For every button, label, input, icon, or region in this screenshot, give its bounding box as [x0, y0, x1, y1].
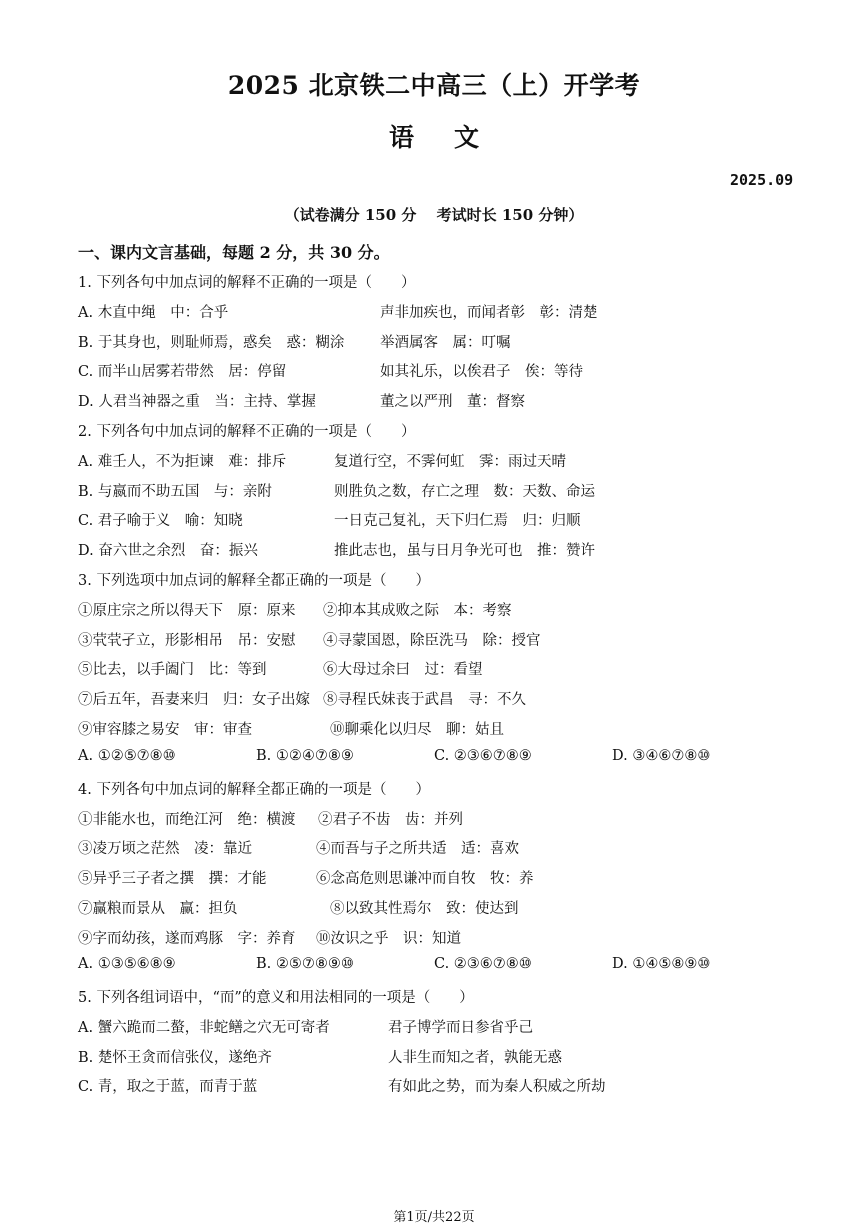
question-line: ⑥大母过余曰 过：看望: [323, 662, 483, 678]
question-stem: 1. 下列各句中加点词的解释不正确的一项是（ ）: [78, 275, 416, 291]
question-line: A. 蟹六跪而二螯，非蛇鳝之穴无可寄者: [78, 1020, 330, 1036]
answer-option-a: A. ①③⑤⑥⑧⑨: [78, 956, 176, 972]
question-line: 人非生而知之者，孰能无惑: [388, 1050, 562, 1066]
question-line: A. 木直中绳 中：合乎: [78, 305, 229, 321]
question-line: ④而吾与子之所共适 适：喜欢: [316, 841, 519, 857]
question-line: 声非加疾也，而闻者彰 彰：清楚: [380, 305, 598, 321]
question-line: 推此志也，虽与日月争光可也 推：赞许: [334, 543, 595, 559]
exam-title: 2025 北京铁二中高三（上）开学考: [227, 71, 641, 100]
answer-option-b: B. ②⑤⑦⑧⑨⑩: [256, 956, 354, 972]
question-line: B. 于其身也，则耻师焉，惑矣 惑：糊涂: [78, 335, 345, 351]
question-line: D. 奋六世之余烈 奋：振兴: [78, 543, 258, 559]
question-line: C. 君子喻于义 喻：知晓: [78, 513, 243, 529]
question-line: ⑨字而幼孩，遂而鸡豚 字：养育: [78, 931, 296, 947]
question-line: ⑦后五年，吾妻来归 归：女子出嫁: [78, 692, 310, 708]
answer-option-d: D. ①④⑤⑧⑨⑩: [612, 956, 711, 972]
question-line: 一日克己复礼，天下归仁焉 归：归顺: [334, 513, 581, 529]
question-line: 君子博学而日参省乎己: [388, 1020, 533, 1036]
question-line: ⑧以致其性焉尔 致：使达到: [330, 901, 519, 917]
question-line: 董之以严刑 董：督察: [380, 394, 525, 410]
question-line: ③茕茕孑立，形影相吊 吊：安慰: [78, 633, 296, 649]
answer-option-c: C. ②③⑥⑦⑧⑨: [434, 748, 532, 764]
question-line: 举酒属客 属：叮嘱: [380, 335, 511, 351]
exam-info: （试卷满分 150 分 考试时长 150 分钟）: [284, 206, 584, 224]
answer-option-d: D. ③④⑥⑦⑧⑩: [612, 748, 711, 764]
question-line: ①非能水也，而绝江河 绝：横渡: [78, 812, 296, 828]
question-line: A. 难壬人，不为拒谏 难：排斥: [78, 454, 287, 470]
question-line: 有如此之势，而为秦人积威之所劫: [388, 1079, 606, 1095]
question-line: C. 而半山居雾若带然 居：停留: [78, 364, 287, 380]
question-line: 则胜负之数，存亡之理 数：天数、命运: [334, 484, 595, 500]
question-line: ②君子不齿 齿：并列: [318, 812, 463, 828]
answer-option-c: C. ②③⑥⑦⑧⑩: [434, 956, 532, 972]
question-stem: 3. 下列选项中加点词的解释全都正确的一项是（ ）: [78, 573, 430, 589]
answer-option-b: B. ①②④⑦⑧⑨: [256, 748, 354, 764]
question-line: ⑩聊乘化以归尽 聊：姑且: [330, 722, 504, 738]
question-line: B. 楚怀王贪而信张仪，遂绝齐: [78, 1050, 272, 1066]
question-line: ③凌万顷之茫然 凌：靠近: [78, 841, 252, 857]
question-line: ⑨审容膝之易安 审：审查: [78, 722, 252, 738]
question-line: ②抑本其成败之际 本：考察: [323, 603, 512, 619]
exam-subject: 语文: [388, 123, 519, 152]
question-line: 如其礼乐，以俟君子 俟：等待: [380, 364, 583, 380]
question-line: C. 青，取之于蓝，而青于蓝: [78, 1079, 258, 1095]
page-number: 第1页/共22页: [393, 1210, 475, 1225]
question-line: ⑩汝识之乎 识：知道: [316, 931, 461, 947]
question-line: ④寻蒙国恩，除臣洗马 除：授官: [323, 633, 541, 649]
question-line: ⑤异乎三子者之撰 撰：才能: [78, 871, 267, 887]
question-line: ⑤比去，以手阖门 比：等到: [78, 662, 267, 678]
question-line: ⑧寻程氏妹丧于武昌 寻：不久: [323, 692, 526, 708]
question-stem: 4. 下列各句中加点词的解释全都正确的一项是（ ）: [78, 782, 430, 798]
question-stem: 5. 下列各组词语中，“而”的意义和用法相同的一项是（ ）: [78, 990, 474, 1006]
section-title: 一、课内文言基础，每题 2 分，共 30 分。: [78, 243, 390, 262]
question-line: ⑥念高危则思谦冲而自牧 牧：养: [316, 871, 534, 887]
question-line: 复道行空，不霁何虹 霁：雨过天晴: [334, 454, 566, 470]
question-line: D. 人君当神器之重 当：主持、掌握: [78, 394, 316, 410]
exam-date: 2025.09: [730, 171, 794, 189]
question-line: B. 与嬴而不助五国 与：亲附: [78, 484, 272, 500]
question-line: ①原庄宗之所以得天下 原：原来: [78, 603, 296, 619]
question-stem: 2. 下列各句中加点词的解释不正确的一项是（ ）: [78, 424, 416, 440]
question-line: ⑦赢粮而景从 赢：担负: [78, 901, 238, 917]
answer-option-a: A. ①②⑤⑦⑧⑩: [78, 748, 176, 764]
